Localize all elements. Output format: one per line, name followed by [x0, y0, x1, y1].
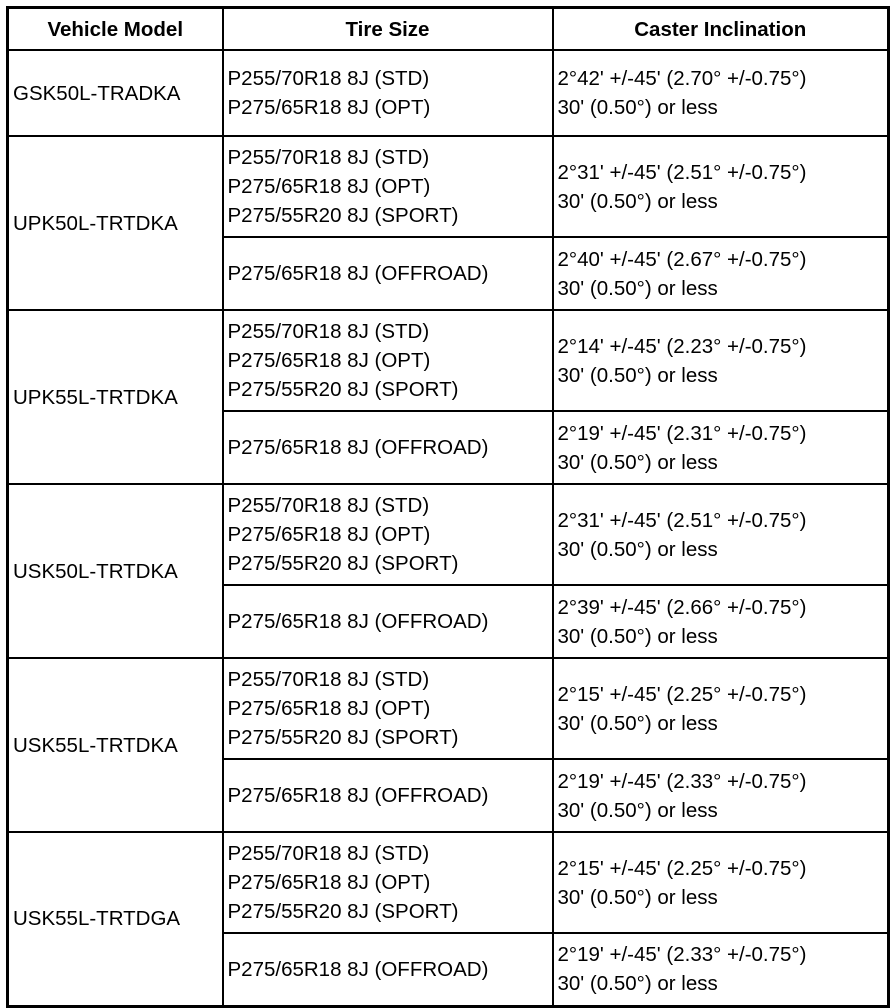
caster-value-line: 2°14' +/-45' (2.23° +/-0.75°)	[557, 334, 807, 358]
vehicle-model-cell: UPK50L-TRTDKA	[8, 136, 223, 310]
caster-value-line: 2°19' +/-45' (2.31° +/-0.75°)	[557, 421, 807, 445]
caster-value-line: 2°31' +/-45' (2.51° +/-0.75°)	[557, 160, 807, 184]
vehicle-model-cell: USK55L-TRTDGA	[8, 832, 223, 1006]
caster-tolerance-line: 30' (0.50°) or less	[557, 276, 718, 300]
caster-tolerance-line: 30' (0.50°) or less	[557, 624, 718, 648]
tire-size-cell	[223, 411, 553, 484]
tire-size-cell	[223, 585, 553, 658]
header-row	[8, 8, 889, 51]
vehicle-model-cell: USK50L-TRTDKA	[8, 484, 223, 658]
tire-size-line: P275/55R20 8J (SPORT)	[227, 726, 459, 749]
tire-size-line: P275/65R18 8J (OPT)	[227, 349, 431, 372]
caster-value-line: 2°15' +/-45' (2.25° +/-0.75°)	[557, 682, 807, 706]
header-caster-inclination: Caster Inclination	[553, 8, 889, 51]
tire-size-cell	[223, 759, 553, 832]
tire-size-line: P275/65R18 8J (OPT)	[227, 871, 431, 894]
tire-size-line: P275/55R20 8J (SPORT)	[227, 378, 459, 401]
tire-size-cell	[223, 237, 553, 310]
caster-inclination-cell	[553, 310, 889, 411]
tire-size-cell	[223, 658, 553, 759]
table-row	[8, 658, 889, 759]
caster-tolerance-line: 30' (0.50°) or less	[557, 885, 718, 909]
tire-size-line: P275/65R18 8J (OFFROAD)	[227, 436, 489, 459]
caster-tolerance-line: 30' (0.50°) or less	[557, 96, 718, 119]
caster-tolerance-line: 30' (0.50°) or less	[557, 972, 718, 996]
caster-inclination-cell	[553, 411, 889, 484]
caster-tolerance-line: 30' (0.50°) or less	[557, 363, 718, 387]
caster-value-line: 2°19' +/-45' (2.33° +/-0.75°)	[557, 769, 807, 793]
tire-size-line: P275/65R18 8J (OPT)	[227, 523, 431, 546]
caster-inclination-cell	[553, 832, 889, 933]
caster-value-line: 2°19' +/-45' (2.33° +/-0.75°)	[557, 943, 807, 967]
tire-size-line: P275/65R18 8J (OPT)	[227, 175, 431, 198]
caster-inclination-cell	[553, 933, 889, 1006]
caster-value-line: 2°31' +/-45' (2.51° +/-0.75°)	[557, 508, 807, 532]
tire-size-cell	[223, 484, 553, 585]
caster-spec-table	[6, 6, 890, 1008]
caster-tolerance-line: 30' (0.50°) or less	[557, 798, 718, 822]
caster-inclination-cell	[553, 759, 889, 832]
tire-size-line: P255/70R18 8J (STD)	[227, 668, 430, 691]
vehicle-model-cell: GSK50L-TRADKA	[8, 50, 223, 136]
tire-size-line: P275/65R18 8J (OFFROAD)	[227, 262, 489, 285]
tire-size-line: P275/55R20 8J (SPORT)	[227, 204, 459, 227]
tire-size-line: P275/65R18 8J (OPT)	[227, 697, 431, 720]
tire-size-cell	[223, 933, 553, 1006]
table-row	[8, 136, 889, 237]
tire-size-line: P275/65R18 8J (OFFROAD)	[227, 610, 489, 633]
caster-inclination-cell	[553, 237, 889, 310]
caster-inclination-cell	[553, 136, 889, 237]
caster-tolerance-line: 30' (0.50°) or less	[557, 537, 718, 561]
table-row	[8, 50, 889, 136]
table-row	[8, 832, 889, 933]
tire-size-line: P255/70R18 8J (STD)	[227, 842, 430, 865]
tire-size-cell	[223, 310, 553, 411]
vehicle-model-cell: UPK55L-TRTDKA	[8, 310, 223, 484]
table-row	[8, 310, 889, 411]
tire-size-line: P255/70R18 8J (STD)	[227, 146, 430, 169]
caster-inclination-cell	[553, 50, 889, 136]
caster-value-line: 2°15' +/-45' (2.25° +/-0.75°)	[557, 856, 807, 880]
header-vehicle-model: Vehicle Model	[8, 8, 223, 51]
caster-value-line: 2°39' +/-45' (2.66° +/-0.75°)	[557, 595, 807, 619]
tire-size-cell	[223, 832, 553, 933]
caster-inclination-cell	[553, 484, 889, 585]
table-row	[8, 484, 889, 585]
tire-size-line: P255/70R18 8J (STD)	[227, 67, 430, 90]
caster-value-line: 2°40' +/-45' (2.67° +/-0.75°)	[557, 247, 807, 271]
tire-size-line: P255/70R18 8J (STD)	[227, 320, 430, 343]
caster-value-line: 2°42' +/-45' (2.70° +/-0.75°)	[557, 67, 807, 90]
tire-size-line: P275/65R18 8J (OFFROAD)	[227, 784, 489, 807]
caster-inclination-cell	[553, 585, 889, 658]
tire-size-line: P275/65R18 8J (OPT)	[227, 96, 431, 119]
caster-inclination-cell	[553, 658, 889, 759]
vehicle-model-cell: USK55L-TRTDKA	[8, 658, 223, 832]
caster-tolerance-line: 30' (0.50°) or less	[557, 189, 718, 213]
tire-size-line: P255/70R18 8J (STD)	[227, 494, 430, 517]
table-body	[8, 50, 889, 1006]
tire-size-line: P275/55R20 8J (SPORT)	[227, 900, 459, 923]
tire-size-line: P275/65R18 8J (OFFROAD)	[227, 957, 489, 981]
tire-size-line: P275/55R20 8J (SPORT)	[227, 552, 459, 575]
caster-tolerance-line: 30' (0.50°) or less	[557, 450, 718, 474]
tire-size-cell	[223, 136, 553, 237]
header-tire-size: Tire Size	[223, 8, 553, 51]
tire-size-cell	[223, 50, 553, 136]
caster-tolerance-line: 30' (0.50°) or less	[557, 711, 718, 735]
